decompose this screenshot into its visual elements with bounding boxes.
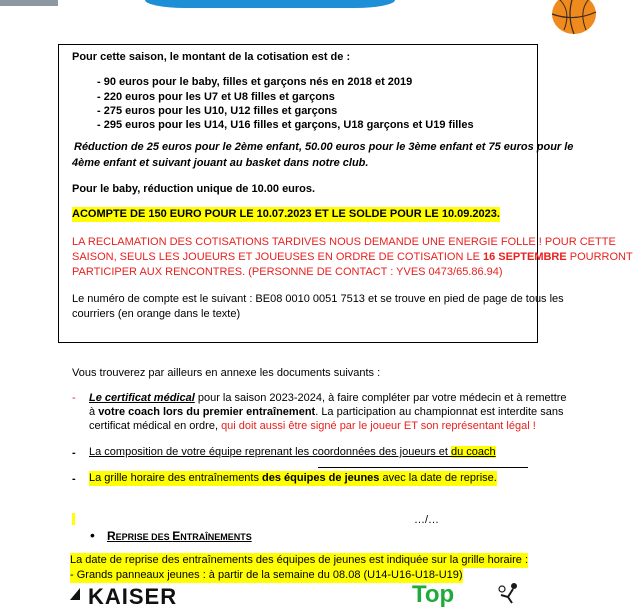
acompte-notice: ACOMPTE DE 150 EURO POUR LE 10.07.2023 ET LE SOLDE POUR LE 10.09.2023. xyxy=(72,208,500,220)
annex-dash: - xyxy=(72,447,76,459)
bullet-icon: • xyxy=(90,527,95,543)
reprise-line: La date de reprise des entraînements des équipes de jeunes est indiquée sur la grille horaire : xyxy=(70,554,529,566)
certificat-text: . La participation au championnat est interdite sans xyxy=(315,406,564,418)
heading-smallcaps: EPRISE DES xyxy=(115,532,173,542)
reclamation-line: LA RECLAMATION DES COTISATIONS TARDIVES NOUS DEMANDE UNE ENERGIE FOLLE ! POUR CETTE xyxy=(72,236,616,248)
annex-intro: Vous trouverez par ailleurs en annexe les documents suivants : xyxy=(72,367,381,379)
reclamation-text: SAISON, SEULS LES JOUEURS ET JOUEUSES EN ORDRE DE COTISATION LE xyxy=(72,251,483,263)
composition-coach: du coach xyxy=(451,446,496,458)
fee-line: - 295 euros pour les U14, U16 filles et garçons, U18 garçons et U19 filles xyxy=(97,119,474,131)
certificat-text: certificat médical en ordre, xyxy=(89,420,222,432)
reclamation-text: POURRONT xyxy=(566,251,633,263)
reclamation-line xyxy=(72,250,633,265)
cotisation-intro: Pour cette saison, le montant de la cotisation est de : xyxy=(72,51,351,63)
page-continuation: …/… xyxy=(414,514,440,526)
reclamation-date: 16 SEPTEMBRE xyxy=(482,251,567,263)
heading-cap: R xyxy=(107,529,116,543)
player-logo-icon xyxy=(496,581,522,603)
certificat-text: à xyxy=(89,406,99,418)
highlight-mark xyxy=(72,513,75,525)
composition-text: La composition de votre équipe reprenant les coordonnées des joueurs et xyxy=(89,446,452,458)
certificat-warning: qui doit aussi être signé par le joueur ET son représentant légal ! xyxy=(221,420,536,432)
kaiser-logo-mark xyxy=(70,588,80,600)
annex-item-grille xyxy=(89,471,497,486)
grille-text: La grille horaire des entraînements xyxy=(89,472,263,484)
divider-line xyxy=(318,467,528,468)
heading-smallcaps: NTRAÎNEMENTS xyxy=(180,532,252,542)
kaiser-logo: KAISER xyxy=(88,584,178,609)
reprise-line: - Grands panneaux jeunes : à partir de la semaine du 08.08 (U14-U16-U18-U19) xyxy=(70,569,463,581)
section-heading xyxy=(107,529,252,545)
annex-dash: - xyxy=(72,392,76,404)
grille-bold: des équipes de jeunes xyxy=(262,472,380,484)
header-blue-swoosh xyxy=(145,0,395,8)
reclamation-line: PARTICIPER AUX RENCONTRES. (PERSONNE DE CONTACT : YVES 0473/65.86.94) xyxy=(72,266,503,278)
fee-line: - 220 euros pour les U7 et U8 filles et garçons xyxy=(97,91,335,103)
annex-dash: - xyxy=(72,473,76,485)
fee-line: - 90 euros pour le baby, filles et garçons nés en 2018 et 2019 xyxy=(97,76,413,88)
annex-item-certificat-line3 xyxy=(89,419,536,434)
certificat-text: pour la saison 2023-2024, à faire compléter par votre médecin et à remettre xyxy=(194,392,567,404)
annex-item-composition xyxy=(89,445,496,460)
basketball-icon xyxy=(552,0,596,34)
baby-reduction: Pour le baby, réduction unique de 10.00 euros. xyxy=(72,183,316,195)
account-line: courriers (en orange dans le texte) xyxy=(72,308,241,320)
certificat-coach: votre coach lors du premier entraînement xyxy=(98,406,316,418)
heading-cap: E xyxy=(172,529,181,543)
header-gray-band xyxy=(0,0,58,6)
fee-line: - 275 euros pour les U10, U12 filles et garçons xyxy=(97,105,338,117)
annex-item-certificat xyxy=(89,391,567,406)
reduction-line: 4ème enfant et suivant jouant au basket dans notre club. xyxy=(72,157,369,169)
account-line: Le numéro de compte est le suivant : BE08 0010 0051 7513 et se trouve en pied de page de tous les xyxy=(72,293,564,305)
reduction-line: Réduction de 25 euros pour le 2ème enfant, 50.00 euros pour le 3ème enfant et 75 euros pour le xyxy=(74,141,574,153)
annex-item-certificat-line2 xyxy=(89,405,563,420)
top-logo: Top xyxy=(412,581,455,608)
certificat-title: Le certificat médical xyxy=(89,392,195,404)
grille-text: avec la date de reprise. xyxy=(379,472,497,484)
